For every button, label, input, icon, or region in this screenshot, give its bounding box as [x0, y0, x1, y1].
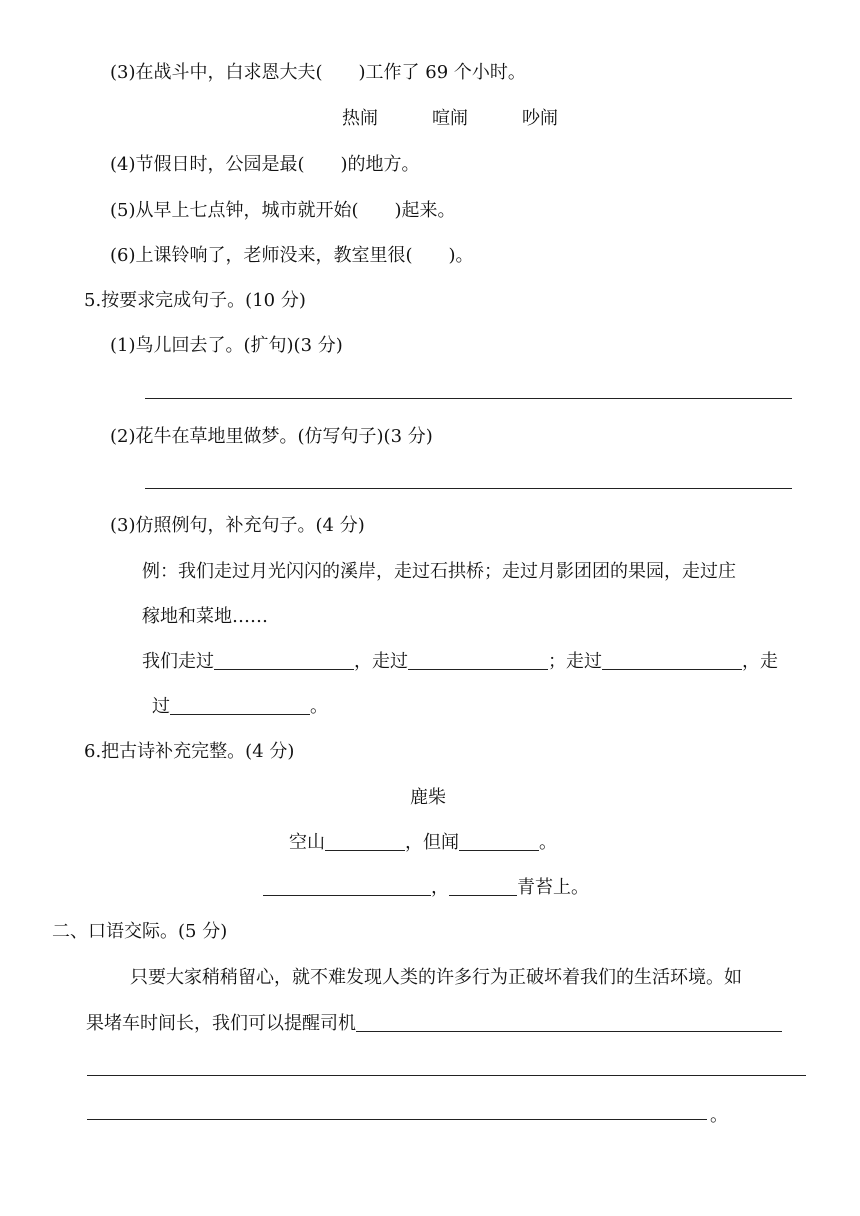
fill-blank[interactable]	[602, 651, 742, 670]
q4-sentence-6: (6)上课铃响了，老师没来，教室里很( )。	[110, 245, 474, 266]
poem-text: ，但闻	[405, 832, 459, 853]
q4-sentence-4: (4)节假日时，公园是最( )的地方。	[110, 154, 420, 175]
answer-blank[interactable]	[356, 1013, 782, 1032]
q5-prompt-3: (3)仿照例句，补充句子。(4 分)	[110, 515, 365, 536]
q5-prompt-1: (1)鸟儿回去了。(扩句)(3 分)	[110, 335, 343, 356]
fill-text: 过	[152, 696, 170, 717]
poem-text: 。	[539, 832, 557, 853]
poem-blank[interactable]	[449, 877, 517, 896]
paragraph-end-mark: 。	[710, 1105, 728, 1126]
q5-heading: 5.按要求完成句子。(10 分)	[84, 290, 306, 311]
answer-line[interactable]	[87, 1119, 707, 1120]
poem-blank[interactable]	[325, 832, 405, 851]
example-sentence-line-2: 稼地和菜地……	[142, 606, 268, 627]
q4-sentence-5: (5)从早上七点钟，城市就开始( )起来。	[110, 200, 456, 221]
word-option: 喧闹	[432, 108, 468, 129]
q6-heading: 6.把古诗补充完整。(4 分)	[84, 741, 295, 762]
fill-blank[interactable]	[170, 696, 310, 715]
poem-text: 青苔上。	[517, 877, 589, 898]
q5-prompt-2: (2)花牛在草地里做梦。(仿写句子)(3 分)	[110, 426, 433, 447]
word-option: 热闹	[342, 108, 378, 129]
paragraph-text: 果堵车时间长，我们可以提醒司机	[86, 1013, 356, 1034]
poem-blank[interactable]	[459, 832, 539, 851]
poem-title: 鹿柴	[410, 787, 446, 808]
part2-paragraph-line-2	[86, 1012, 782, 1036]
answer-line[interactable]	[87, 1075, 806, 1076]
part2-paragraph-line-1: 只要大家稍稍留心，就不难发现人类的许多行为正破坏着我们的生活环境。如	[130, 967, 742, 988]
fill-blank[interactable]	[408, 651, 548, 670]
part2-heading: 二、口语交际。(5 分)	[52, 921, 228, 942]
answer-line[interactable]	[145, 488, 792, 489]
word-option: 吵闹	[522, 108, 558, 129]
poem-text: ，	[431, 877, 449, 898]
word-options	[342, 107, 558, 131]
q4-sentence-3: (3)在战斗中，白求恩大夫( )工作了 69 个小时。	[110, 62, 526, 83]
fill-text: ，走	[742, 651, 778, 672]
fill-text: 。	[310, 696, 328, 717]
fill-text: 我们走过	[142, 651, 214, 672]
fill-text: ；走过	[548, 651, 602, 672]
poem-line-2	[263, 876, 589, 900]
fill-in-sentence-cont	[152, 695, 328, 719]
answer-line[interactable]	[145, 398, 792, 399]
poem-line-1	[289, 831, 557, 855]
poem-text: 空山	[289, 832, 325, 853]
poem-blank[interactable]	[263, 877, 431, 896]
fill-text: ，走过	[354, 651, 408, 672]
fill-in-sentence	[142, 650, 778, 674]
example-sentence-line-1: 例：我们走过月光闪闪的溪岸，走过石拱桥；走过月影团团的果园，走过庄	[142, 561, 736, 582]
fill-blank[interactable]	[214, 651, 354, 670]
